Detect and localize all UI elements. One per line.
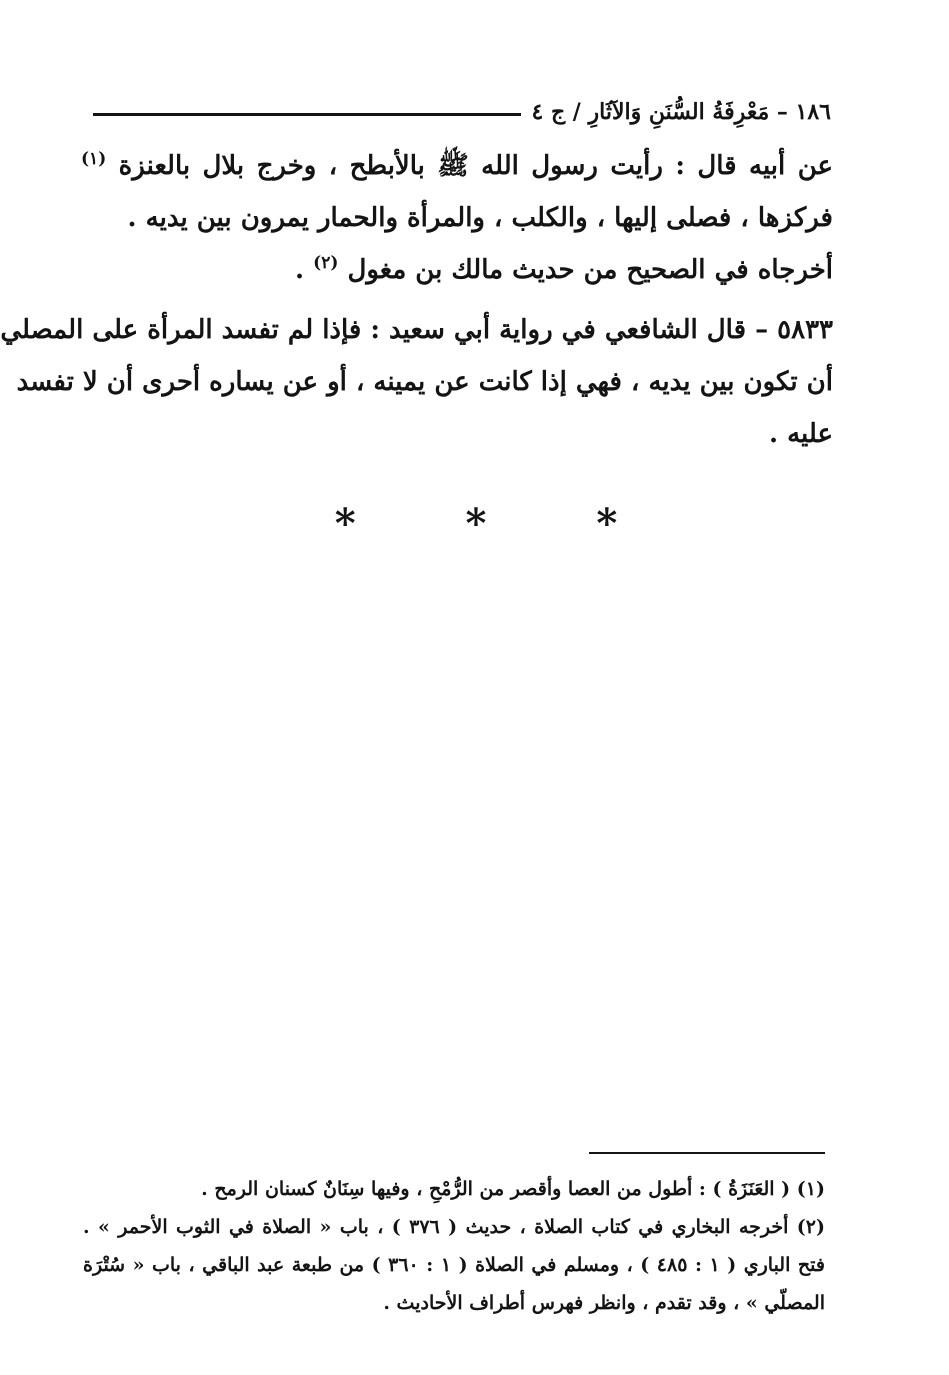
footnote-2-line: المصلّي » ، وقد تقدم ، وانظر فهرس أطراف الأحاديث . [383,1292,825,1314]
text-line: فركزها ، فصلى إليها ، والكلب ، والمرأة والحمار يمرون بين يديه . [127,203,833,233]
text-span: أخرجاه في الصحيح من حديث مالك بن مغول [347,255,833,285]
main-text [0,140,833,460]
header-rule [93,113,521,116]
text-line: ٥٨٣٣ – قال الشافعي في رواية أبي سعيد : فإذا لم تفسد المرأة على المصلي [0,315,833,345]
running-header [93,92,831,132]
running-title: ١٨٦ – مَعْرِفَةُ السُّنَنِ وَالآثَارِ / ج ٤ [531,99,831,125]
footnote-1: (١) ( العَنَزَةُ ) : أطول من العصا وأقصر من الرُّمْحِ ، وفيها سِنَانٌ كسنان الرمح . [201,1178,825,1200]
text-span: . [295,255,314,285]
paragraph-2 [81,244,833,296]
text-line [81,140,833,192]
paragraph-gap [81,296,833,304]
footnote-ref-1: (١) [81,149,107,169]
section-divider-stars: * * * [334,500,666,547]
footnote-ref-2: (٢) [313,253,339,273]
text-line: أن تكون بين يديه ، فهي إذا كانت عن يمينه ، أو عن يساره أحرى أن لا تفسد [16,367,833,397]
text-span: عن أبيه قال : رأيت رسول الله ﷺ بالأبطح ، وخرج بلال بالعنزة [118,151,833,181]
footnotes [83,1170,825,1322]
footnote-separator [589,1152,825,1154]
text-line [81,244,833,296]
footnote-2-line: (٢) أخرجه البخاري في كتاب الصلاة ، حديث ( ٣٧٦ ) ، باب « الصلاة في الثوب الأحمر » . [83,1216,825,1238]
paragraph-1 [81,140,833,244]
footnote-2-line: فتح الباري ( ١ : ٤٨٥ ) ، ومسلم في الصلاة ( ١ : ٣٦٠ ) من طبعة عبد الباقي ، باب « سُتْرَة [83,1254,825,1276]
paragraph-3 [0,304,833,460]
text-line: عليه . [768,419,833,449]
